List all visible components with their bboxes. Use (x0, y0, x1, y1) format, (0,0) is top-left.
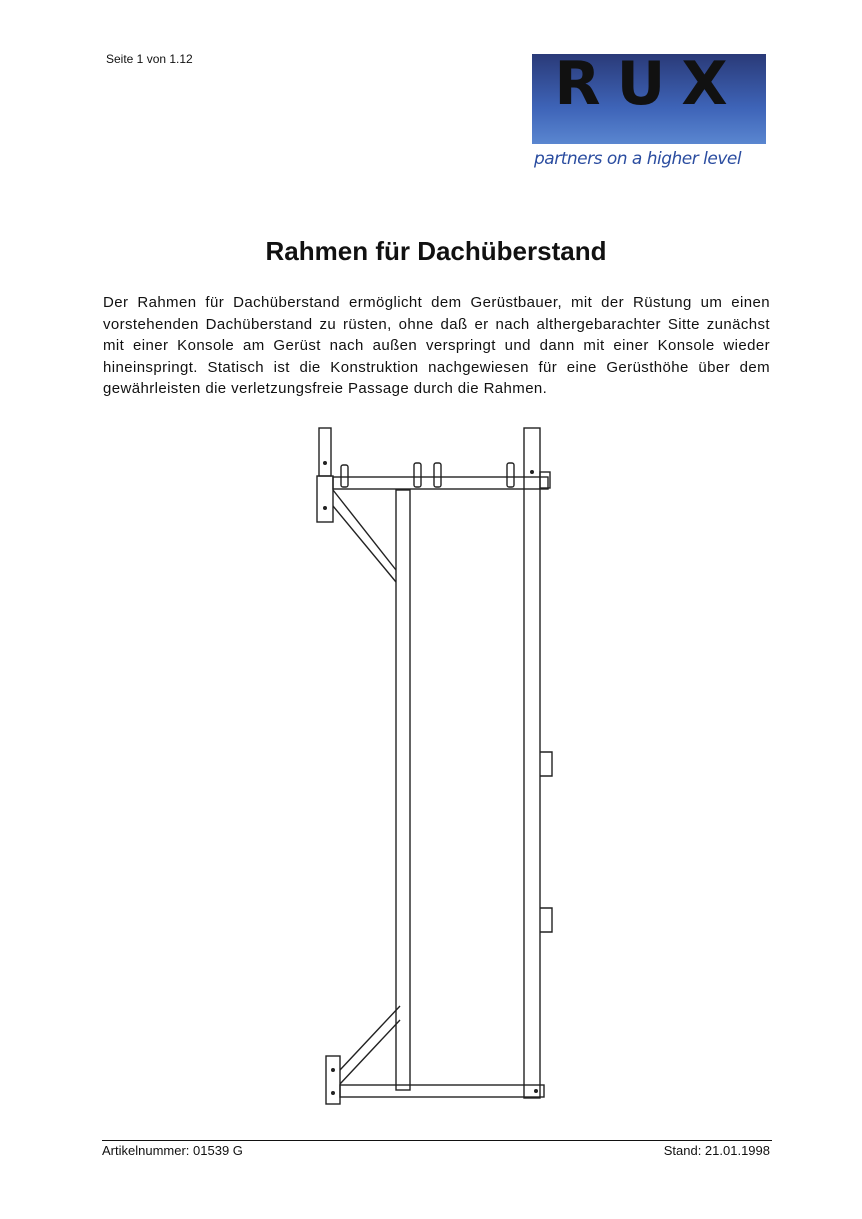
top-hook (507, 463, 514, 487)
logo-tagline: partners on a higher level (534, 149, 742, 169)
top-hook (341, 465, 348, 487)
top-brace (333, 490, 396, 570)
top-brace (333, 506, 396, 582)
side-handle (540, 752, 552, 776)
middle-post (396, 490, 410, 1090)
document-date: Stand: 21.01.1998 (663, 1143, 770, 1158)
rux-logo (532, 49, 772, 176)
bottom-left-clamp (326, 1056, 340, 1104)
top-hook (434, 463, 441, 487)
page-number: Seite 1 von 1.12 (106, 52, 193, 66)
top-hook (414, 463, 421, 487)
side-handle (540, 908, 552, 932)
document-title: Rahmen für Dachüberstand (265, 236, 607, 266)
bottom-brace (340, 1020, 400, 1084)
right-post (524, 428, 540, 1098)
frame-drawing (300, 420, 580, 1120)
bottom-beam (340, 1085, 544, 1097)
bottom-brace (340, 1006, 400, 1070)
article-number: Artikelnummer: 01539 G (102, 1143, 243, 1158)
footer-divider (102, 1140, 772, 1141)
description-paragraph: Der Rahmen für Dachüberstand ermöglicht dem Gerüstbauer, mit der Rüstung um einen vorstehenden Dachüberstand zu rüsten, ohne daß er nach althergebarachter Sitte zunächst mit einer Konsole am Gerüst nach außen verspringt und dann mit einer Konsole wieder hineinspringt. Statisch ist die Konstruktion nachgewiesen für eine Gerüsthöhe über dem gewährleisten die verletzungsfreie Passage durch die Rahmen. (103, 294, 770, 397)
logo-wordmark: RUX (554, 49, 744, 119)
top-left-post (319, 428, 331, 476)
top-left-clamp (317, 476, 333, 522)
